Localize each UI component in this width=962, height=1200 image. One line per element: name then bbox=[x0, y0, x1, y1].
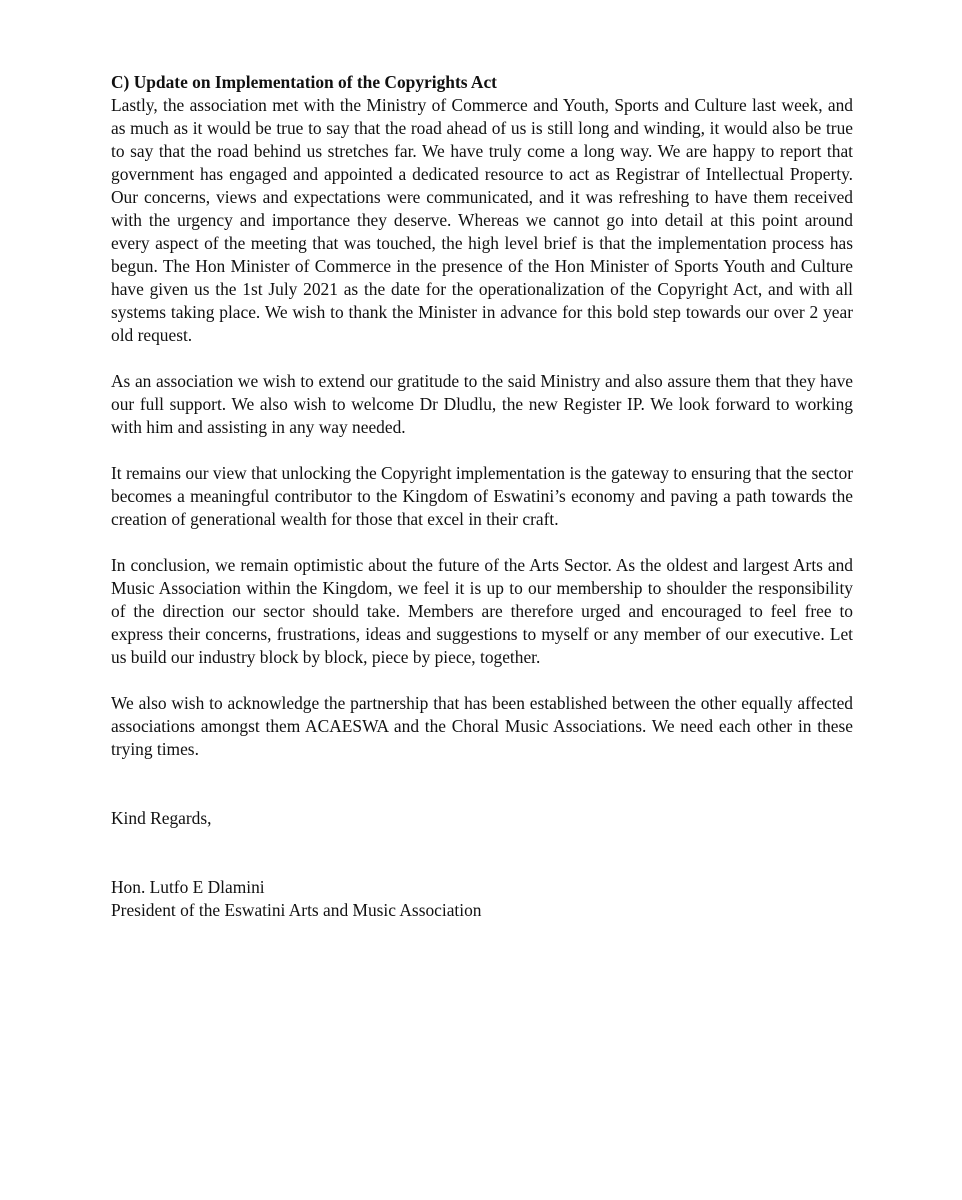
closing-salutation: Kind Regards, bbox=[111, 808, 212, 828]
section-heading: C) Update on Implementation of the Copyrights Act bbox=[111, 72, 497, 92]
paragraph-view: It remains our view that unlocking the Copyright implementation is the gateway to ensuring that the sector becomes a meaningful contributor to the Kingdom of Eswatini’s economy and paving a path towards the creation of generational wealth for those that excel in their craft. bbox=[111, 463, 853, 529]
letter-body bbox=[111, 71, 853, 922]
paragraph-gratitude: As an association we wish to extend our gratitude to the said Ministry and also assure them that they have our full support. We also wish to welcome Dr Dludlu, the new Register IP. We look forward to working with him and assisting in any way needed. bbox=[111, 371, 853, 437]
signer-title: President of the Eswatini Arts and Music Association bbox=[111, 900, 482, 920]
paragraph-copyright-update: Lastly, the association met with the Ministry of Commerce and Youth, Sports and Culture last week, and as much as it would be true to say that the road ahead of us is still long and winding, it would also be true to say that the road behind us stretches far. We have truly come a long way. We are happy to report that government has engaged and appointed a dedicated resource to act as Registrar of Intellectual Property. Our concerns, views and expectations were communicated, and it was refreshing to have them received with the urgency and importance they deserve. Whereas we cannot go into detail at this point around every aspect of the meeting that was touched, the high level brief is that the implementation process has begun. The Hon Minister of Commerce in the presence of the Hon Minister of Sports Youth and Culture have given us the 1st July 2021 as the date for the operationalization of the Copyright Act, and with all systems taking place. We wish to thank the Minister in advance for this bold step towards our over 2 year old request. bbox=[111, 95, 853, 345]
paragraph-conclusion: In conclusion, we remain optimistic about the future of the Arts Sector. As the oldest and largest Arts and Music Association within the Kingdom, we feel it is up to our membership to shoulder the responsibility of the direction our sector should take. Members are therefore urged and encouraged to feel free to express their concerns, frustrations, ideas and suggestions to myself or any member of our executive. Let us build our industry block by block, piece by piece, together. bbox=[111, 555, 853, 667]
paragraph-partnership: We also wish to acknowledge the partnership that has been established between the other equally affected associations amongst them ACAESWA and the Choral Music Associations. We need each other in these trying times. bbox=[111, 693, 853, 759]
signer-name: Hon. Lutfo E Dlamini bbox=[111, 877, 265, 897]
